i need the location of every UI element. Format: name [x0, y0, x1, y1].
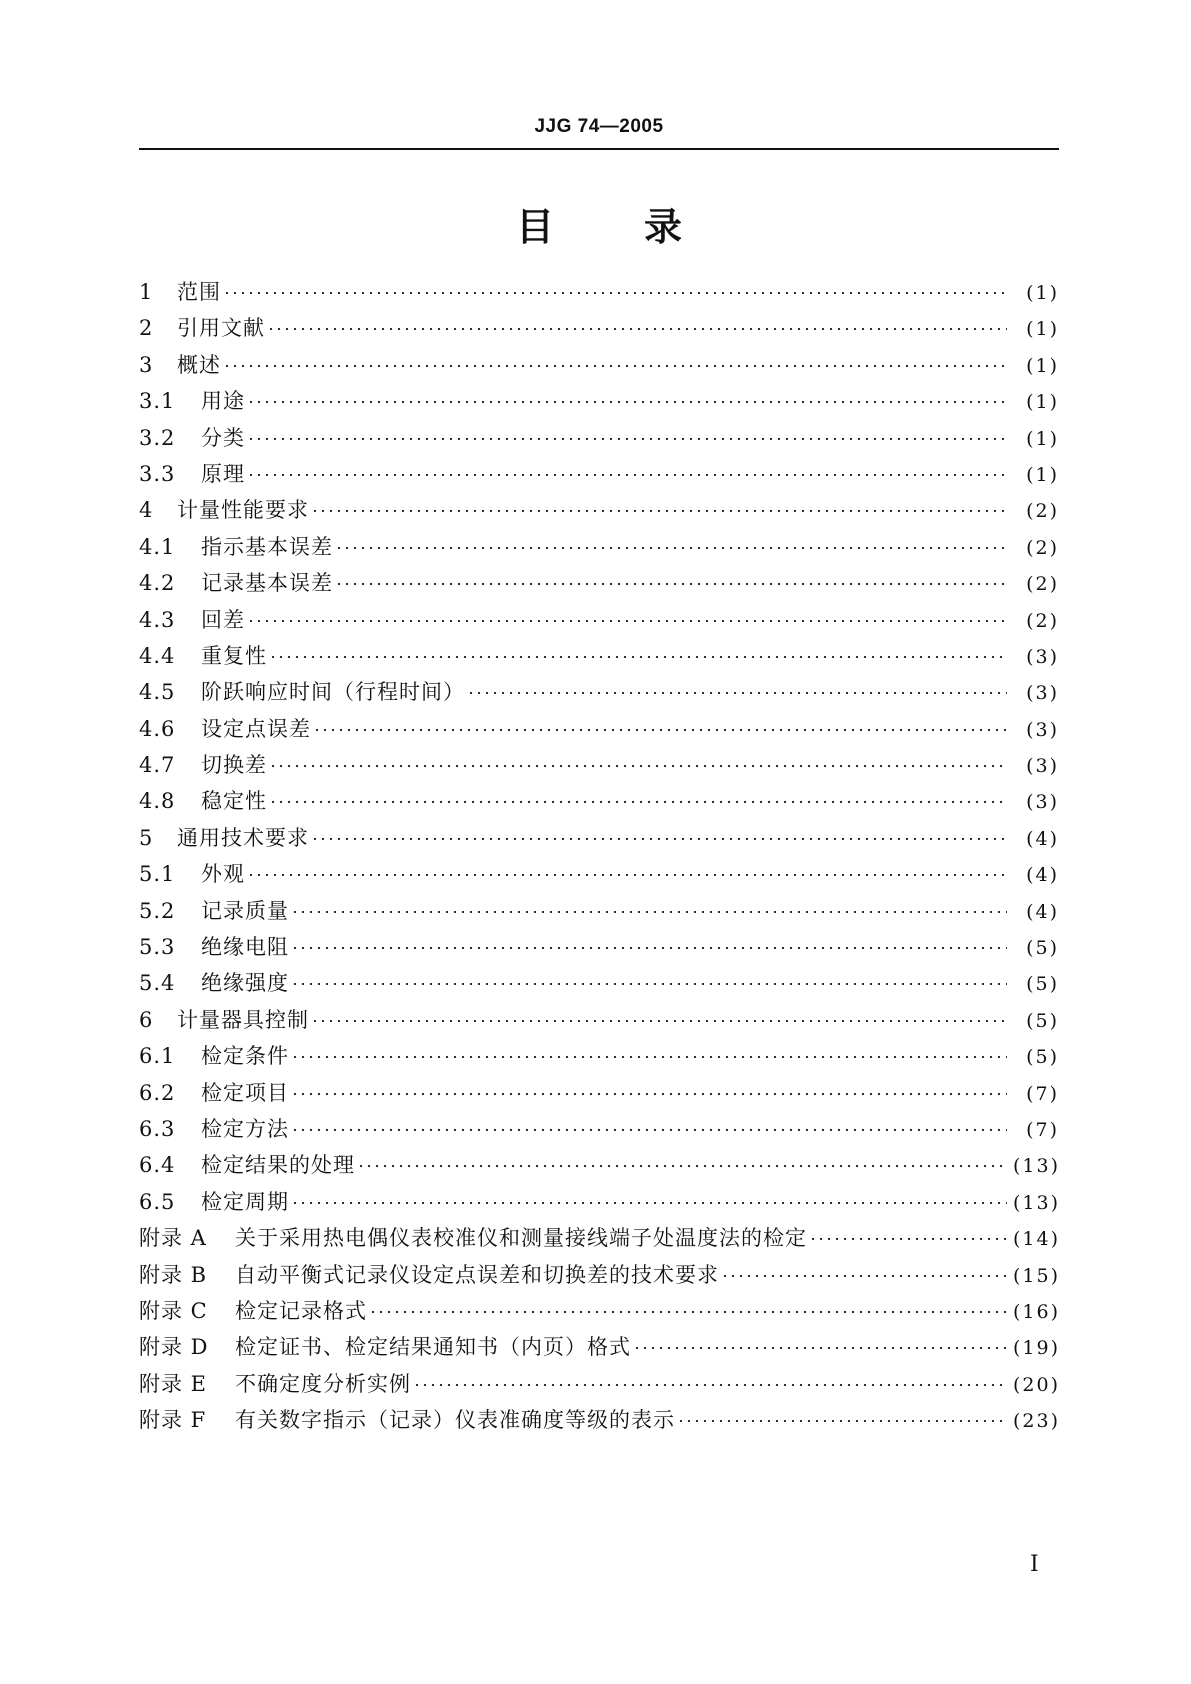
running-header: JJG 74—2005	[534, 116, 664, 137]
toc-entry-page: (3)	[1026, 718, 1059, 741]
toc-entry-page: (2)	[1026, 500, 1059, 523]
toc-entry-page: (5)	[1026, 1046, 1059, 1069]
toc-entry-page: (2)	[1026, 536, 1059, 559]
toc-entry[interactable]	[139, 785, 1059, 821]
toc-entry[interactable]	[139, 458, 1059, 494]
toc-entry-number: 6.1	[139, 1044, 176, 1069]
toc-entry-number: 6.4	[139, 1153, 176, 1178]
toc-entry-label: 自动平衡式记录仪设定点误差和切换差的技术要求	[235, 1262, 719, 1287]
toc-entry-number: 附录 B	[139, 1262, 208, 1287]
toc-entry[interactable]	[139, 1222, 1059, 1258]
toc-entry-number: 附录 D	[139, 1335, 209, 1360]
toc-entry-number: 4.8	[139, 789, 176, 814]
toc-dot-leader	[413, 1384, 1007, 1386]
toc-dot-leader	[311, 838, 1007, 840]
toc-entry-page: (1)	[1026, 354, 1059, 377]
toc-entry-label: 检定结果的处理	[201, 1153, 355, 1178]
toc-entry-number: 6.2	[139, 1080, 176, 1105]
toc-entry-label: 范围	[177, 280, 221, 304]
page-title-char-2: 录	[644, 205, 683, 249]
toc-entry-page: (1)	[1026, 463, 1059, 486]
toc-entry-page: (20)	[1013, 1373, 1061, 1396]
toc-entry-number: 3	[139, 352, 154, 377]
toc-entry-label: 绝缘电阻	[201, 935, 289, 960]
toc-entry-number: 5.1	[139, 862, 176, 887]
toc-entry[interactable]	[139, 1404, 1059, 1440]
toc-entry-label: 记录质量	[201, 898, 289, 923]
page-folio: I	[1030, 1552, 1039, 1577]
toc-dot-leader	[291, 911, 1007, 913]
toc-entry-label: 引用文献	[177, 316, 265, 341]
toc-entry[interactable]	[139, 1149, 1059, 1185]
toc-entry-page: (13)	[1013, 1191, 1061, 1214]
toc-entry-label: 绝缘强度	[201, 971, 289, 996]
toc-entry-number: 5.3	[139, 935, 176, 960]
toc-entry-page: (5)	[1026, 973, 1059, 996]
toc-entry[interactable]	[139, 967, 1059, 1003]
toc-dot-leader	[269, 656, 1007, 658]
toc-entry-label: 不确定度分析实例	[235, 1371, 411, 1396]
toc-entry-label: 有关数字指示（记录）仪表准确度等级的表示	[235, 1408, 675, 1433]
toc-entry-number: 6.5	[139, 1189, 176, 1214]
toc-dot-leader	[269, 765, 1007, 767]
toc-dot-leader	[291, 947, 1007, 949]
toc-entry-label: 检定记录格式	[235, 1298, 367, 1323]
toc-entry-number: 附录 C	[139, 1298, 208, 1323]
toc-entry[interactable]	[139, 895, 1059, 931]
toc-entry-number: 4.3	[139, 607, 176, 632]
toc-dot-leader	[311, 510, 1007, 512]
toc-dot-leader	[291, 1202, 1007, 1204]
toc-dot-leader	[633, 1347, 1007, 1349]
toc-entry-number: 5.4	[139, 971, 176, 996]
toc-entry[interactable]	[139, 1113, 1059, 1149]
toc-dot-leader	[721, 1275, 1007, 1277]
toc-entry-label: 检定条件	[201, 1044, 289, 1069]
toc-entry-page: (3)	[1026, 682, 1059, 705]
toc-entry-number: 附录 A	[139, 1226, 207, 1251]
toc-dot-leader	[335, 547, 1007, 549]
toc-entry[interactable]	[139, 1331, 1059, 1367]
toc-entry[interactable]	[139, 676, 1059, 712]
toc-entry[interactable]	[139, 422, 1059, 458]
toc-dot-leader	[809, 1238, 1007, 1240]
toc-entry-page: (1)	[1026, 282, 1059, 304]
toc-entry[interactable]	[139, 931, 1059, 967]
toc-entry-page: (3)	[1026, 645, 1059, 668]
toc-entry-number: 4.7	[139, 753, 176, 778]
toc-entry-number: 4.5	[139, 680, 176, 705]
page-title-char-1: 目	[515, 205, 554, 249]
toc-entry[interactable]	[139, 1368, 1059, 1404]
toc-entry[interactable]	[139, 276, 1059, 312]
toc-dot-leader	[247, 474, 1007, 476]
toc-entry-label: 检定方法	[201, 1116, 289, 1141]
toc-entry-label: 稳定性	[201, 789, 267, 814]
toc-entry-label: 重复性	[201, 643, 267, 668]
toc-entry-number: 附录 E	[139, 1371, 208, 1396]
toc-dot-leader	[291, 1129, 1007, 1131]
toc-dot-leader	[313, 729, 1007, 731]
toc-entry-number: 4.1	[139, 534, 176, 559]
toc-entry[interactable]	[139, 1077, 1059, 1113]
toc-entry-label: 检定周期	[201, 1189, 289, 1214]
header-rule	[139, 148, 1059, 150]
toc-entry-page: (13)	[1013, 1155, 1061, 1178]
toc-entry[interactable]	[139, 1004, 1059, 1040]
toc-entry-page: (2)	[1026, 609, 1059, 632]
toc-entry-page: (1)	[1026, 318, 1059, 341]
toc-entry[interactable]	[139, 1295, 1059, 1331]
toc-entry[interactable]	[139, 494, 1059, 530]
toc-entry-label: 关于采用热电偶仪表校准仪和测量接线端子处温度法的检定	[235, 1226, 807, 1251]
toc-entry-page: (19)	[1013, 1337, 1061, 1360]
toc-entry-page: (5)	[1026, 937, 1059, 960]
toc-entry-label: 设定点误差	[201, 716, 311, 741]
toc-dot-leader	[223, 365, 1007, 367]
toc-entry-page: (4)	[1026, 864, 1059, 887]
toc-entry[interactable]	[139, 531, 1059, 567]
toc-entry-number: 5	[139, 825, 154, 850]
toc-entry-page: (7)	[1026, 1082, 1059, 1105]
toc-entry-number: 3.2	[139, 425, 176, 450]
toc-dot-leader	[369, 1311, 1007, 1313]
toc-entry-label: 记录基本误差	[201, 571, 333, 596]
toc-dot-leader	[291, 983, 1007, 985]
toc-entry-label: 检定证书、检定结果通知书（内页）格式	[235, 1335, 631, 1360]
toc-dot-leader	[247, 401, 1007, 403]
toc-entry-page: (2)	[1026, 573, 1059, 596]
toc-entry-number: 5.2	[139, 898, 176, 923]
toc-entry[interactable]	[139, 1040, 1059, 1076]
toc-dot-leader	[311, 1020, 1007, 1022]
toc-entry-label: 分类	[201, 425, 245, 450]
toc-entry-number: 6	[139, 1007, 154, 1032]
toc-dot-leader	[247, 620, 1007, 622]
toc-entry-number: 4.6	[139, 716, 176, 741]
toc-entry-page: (3)	[1026, 755, 1059, 778]
toc-entry-page: (7)	[1026, 1118, 1059, 1141]
toc-entry[interactable]	[139, 567, 1059, 603]
toc-entry-label: 检定项目	[201, 1080, 289, 1105]
toc-entry-page: (16)	[1013, 1300, 1061, 1323]
toc-entry[interactable]	[139, 749, 1059, 785]
toc-entry[interactable]	[139, 604, 1059, 640]
table-of-contents	[139, 276, 1059, 1441]
toc-entry-label: 用途	[201, 389, 245, 414]
toc-entry-label: 切换差	[201, 753, 267, 778]
toc-dot-leader	[223, 292, 1007, 294]
toc-entry-label: 计量性能要求	[177, 498, 309, 523]
page-title	[139, 196, 1059, 251]
toc-entry[interactable]	[139, 713, 1059, 749]
toc-dot-leader	[247, 438, 1007, 440]
toc-entry-label: 计量器具控制	[177, 1007, 309, 1032]
toc-dot-leader	[267, 328, 1007, 330]
toc-entry[interactable]	[139, 312, 1059, 348]
toc-dot-leader	[357, 1165, 1007, 1167]
toc-entry[interactable]	[139, 349, 1059, 385]
toc-entry-page: (4)	[1026, 827, 1059, 850]
toc-entry-label: 通用技术要求	[177, 825, 309, 850]
toc-entry-number: 3.3	[139, 461, 176, 486]
toc-entry-page: (23)	[1013, 1410, 1061, 1433]
toc-entry-label: 外观	[201, 862, 245, 887]
toc-entry-page: (14)	[1013, 1228, 1061, 1251]
toc-dot-leader	[269, 801, 1007, 803]
toc-entry-number: 4.2	[139, 571, 176, 596]
toc-entry[interactable]	[139, 385, 1059, 421]
toc-dot-leader	[291, 1093, 1007, 1095]
toc-dot-leader	[291, 1056, 1007, 1058]
toc-entry-number: 1	[139, 280, 154, 304]
toc-dot-leader	[335, 583, 1007, 585]
toc-entry-page: (4)	[1026, 900, 1059, 923]
toc-entry-number: 6.3	[139, 1116, 176, 1141]
toc-entry[interactable]	[139, 640, 1059, 676]
toc-entry-page: (1)	[1026, 427, 1059, 450]
toc-entry-number: 4	[139, 498, 154, 523]
toc-entry-number: 4.4	[139, 643, 176, 668]
toc-entry-label: 概述	[177, 352, 221, 377]
toc-entry-number: 附录 F	[139, 1408, 207, 1433]
toc-entry-page: (5)	[1026, 1009, 1059, 1032]
toc-dot-leader	[677, 1420, 1007, 1422]
toc-entry-label: 指示基本误差	[201, 534, 333, 559]
toc-entry-number: 3.1	[139, 389, 176, 414]
toc-entry-label: 回差	[201, 607, 245, 632]
toc-entry[interactable]	[139, 1186, 1059, 1222]
toc-dot-leader	[467, 692, 1007, 694]
toc-entry-page: (1)	[1026, 391, 1059, 414]
toc-entry-label: 阶跃响应时间（行程时间）	[201, 680, 465, 705]
toc-entry-page: (15)	[1013, 1264, 1061, 1287]
toc-entry[interactable]	[139, 1259, 1059, 1295]
toc-entry[interactable]	[139, 858, 1059, 894]
toc-entry-page: (3)	[1026, 791, 1059, 814]
toc-entry-label: 原理	[201, 461, 245, 486]
toc-entry-number: 2	[139, 316, 154, 341]
toc-dot-leader	[247, 874, 1007, 876]
toc-entry[interactable]	[139, 822, 1059, 858]
